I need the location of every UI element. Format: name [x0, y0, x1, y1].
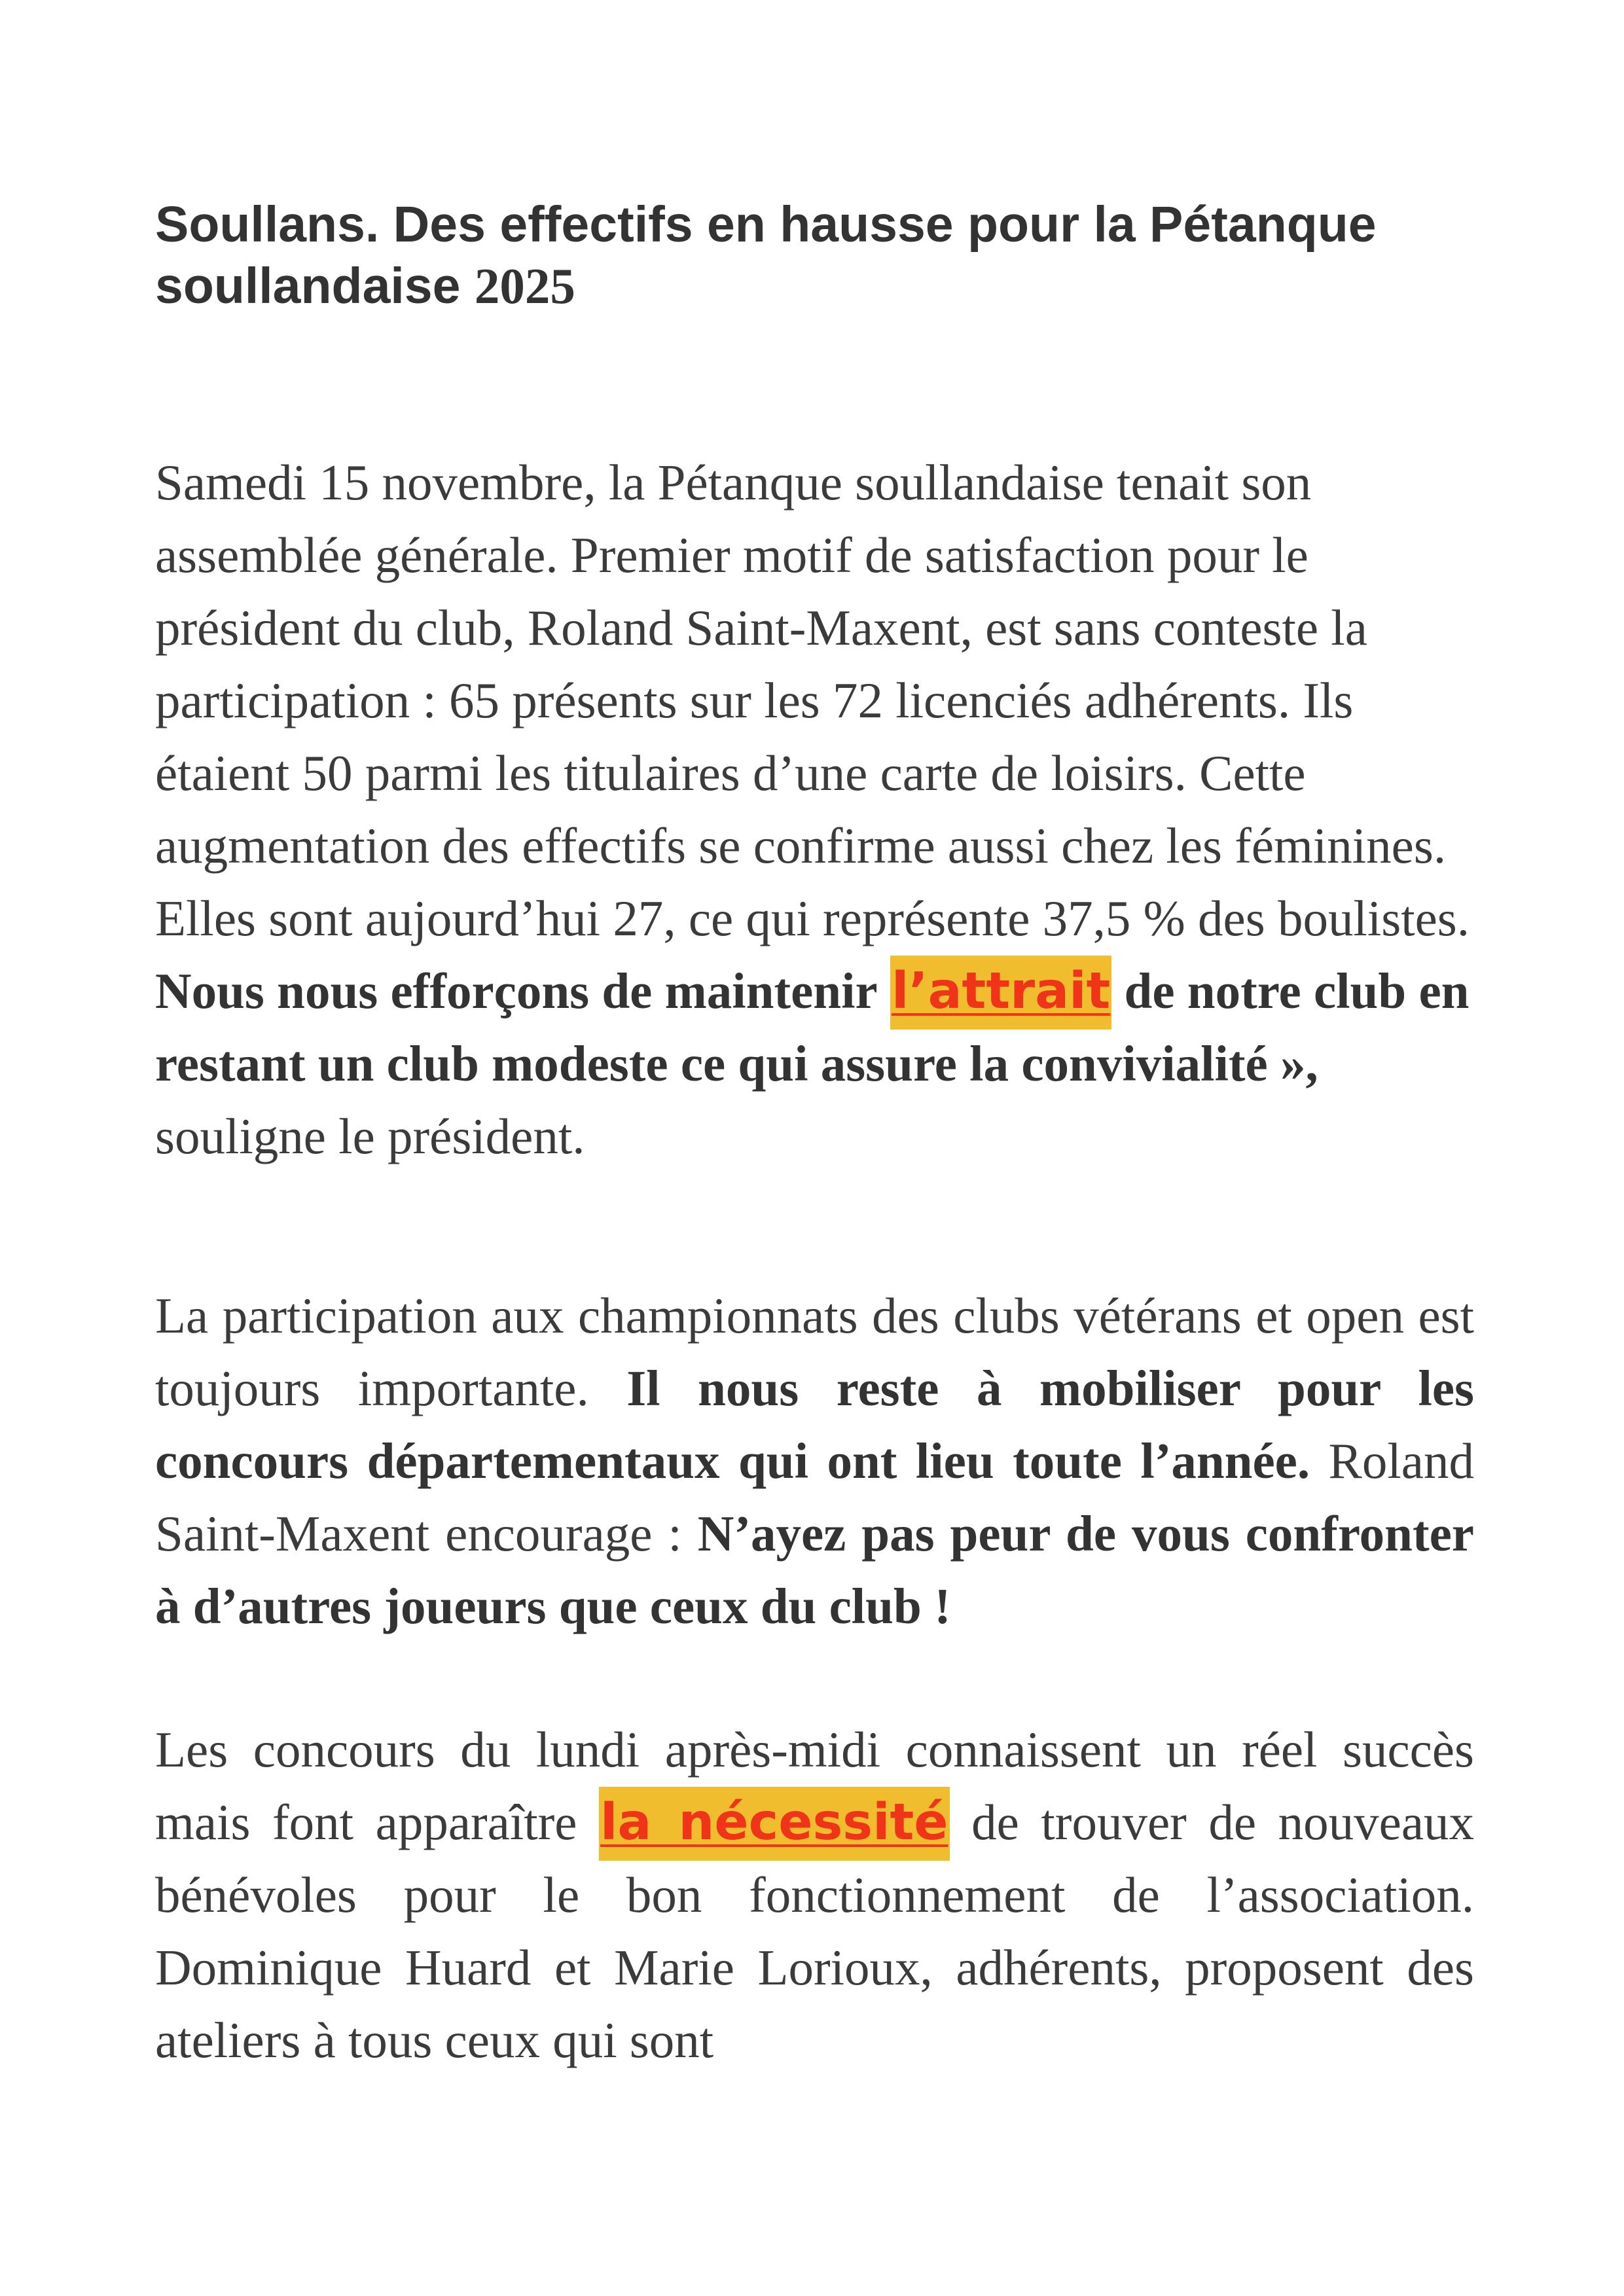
article-title [155, 194, 1490, 317]
p3-text-a: Les concours du lundi après-midi connaissent un réel succès mais font apparaître [155, 1721, 1474, 1850]
p1-quote-part-1: Nous nous efforçons de maintenir [155, 963, 878, 1019]
highlight-attrait: l’attrait [890, 956, 1111, 1030]
paragraph-3 [155, 1713, 1474, 2077]
p1-text-a: Samedi 15 novembre, la Pétanque soullandaise tenait son assemblée générale. Premier motif de satisfaction pour le président du club, Roland Saint-Maxent, est sans conteste la participation : 65 présents sur les 72 licenciés adhérents. Ils étaient 50 parmi les titulaires d’une carte de loisirs. Cette augmentation des effectifs se confirme aussi chez les féminines. Elles sont aujourd’hui 27, ce qui représente 37,5 % des boulistes. [155, 454, 1470, 946]
p1-text-b: souligne le président. [155, 1108, 585, 1164]
highlight-necessite: la nécessité [599, 1787, 950, 1861]
p2-text-a: La participation aux championnats des clubs vétérans et open est toujours importante. [155, 1287, 1474, 1416]
paragraph-1 [155, 446, 1474, 1173]
title-main: Soullans. Des effectifs en hausse pour la Pétanque soullandaise [155, 196, 1377, 314]
paragraph-2 [155, 1280, 1474, 1643]
p2-quote-2: N’ayez pas peur de vous confronter à d’autres joueurs que ceux du club ! [155, 1505, 1474, 1634]
p1-quote-part-2: de notre club en restant un club modeste ce qui assure la convivialité », [155, 963, 1470, 1092]
p2-text-b: Roland Saint-Maxent encourage : [155, 1433, 1474, 1562]
p2-quote-1: Il nous reste à mobiliser pour les concours départementaux qui ont lieu toute l’année. [155, 1360, 1474, 1489]
title-year: 2025 [474, 258, 575, 314]
p3-text-b: de trouver de nouveaux bénévoles pour le bon fonctionnement de l’association. Dominique Huard et Marie Lorioux, adhérents, proposent des ateliers à tous ceux qui sont [155, 1794, 1474, 2068]
